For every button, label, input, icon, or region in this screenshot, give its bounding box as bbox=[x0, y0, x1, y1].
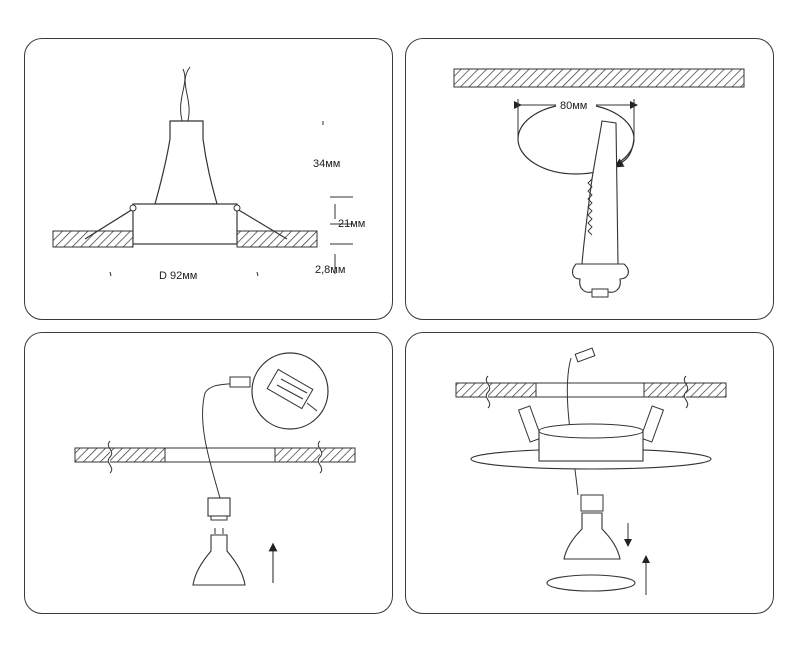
panel-mounting bbox=[405, 332, 774, 614]
height-2-8-label: 2,8мм bbox=[315, 264, 346, 276]
ceiling-slab bbox=[454, 69, 744, 87]
lamp-bulb-insert bbox=[193, 535, 245, 585]
saw-blade bbox=[582, 121, 618, 264]
height-21-label: 21мм bbox=[338, 218, 366, 230]
panel-cutout bbox=[405, 38, 774, 320]
wiring-diagram bbox=[25, 333, 393, 614]
cutout-diagram bbox=[406, 39, 774, 320]
dimensions-diagram bbox=[25, 39, 393, 320]
lamp-bulb bbox=[155, 121, 217, 204]
saw-handle bbox=[573, 264, 629, 292]
lamp-bulb-final bbox=[564, 513, 620, 559]
height-34-label: 34мм bbox=[313, 158, 341, 170]
lamp-housing bbox=[133, 204, 237, 244]
lamp-socket bbox=[208, 498, 230, 516]
diameter-label: D 92мм bbox=[159, 270, 198, 282]
hole-diameter-label: 80мм bbox=[560, 100, 588, 112]
panel-wiring bbox=[24, 332, 393, 614]
mounting-diagram bbox=[406, 333, 774, 614]
panel-dimensions bbox=[24, 38, 393, 320]
decor-ring bbox=[547, 575, 635, 591]
